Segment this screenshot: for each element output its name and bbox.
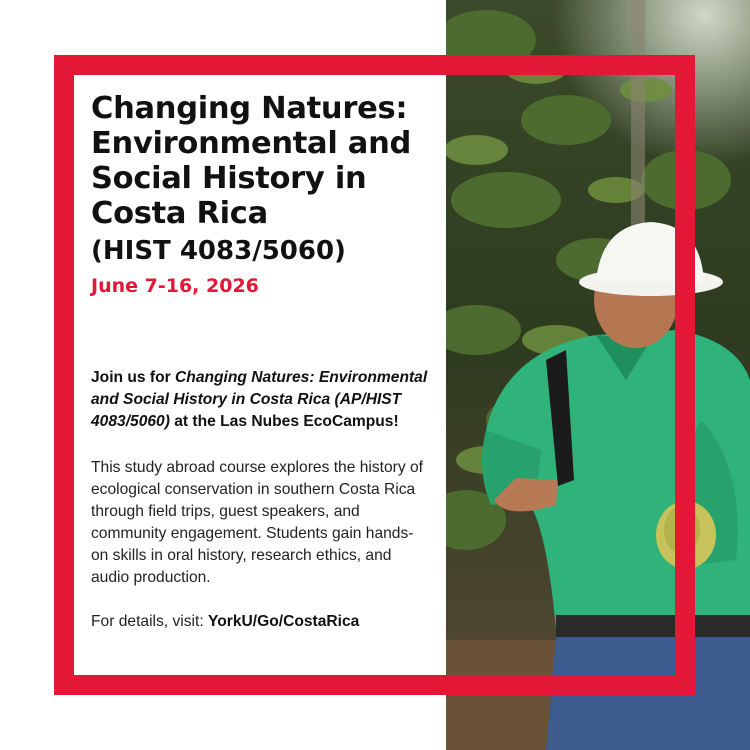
details-label: For details, visit: xyxy=(91,613,208,630)
red-frame-right xyxy=(675,55,695,695)
text-panel xyxy=(74,75,446,675)
description-paragraph: This study abroad course explores the history of ecological conservation in southern Costa Rica through field trips, guest speakers, and community engagement. Students gain hands-on skills in oral history, research ethics, and audio production. xyxy=(91,459,423,586)
man-holding-machete-and-cacao-photo xyxy=(446,0,750,750)
course-code: (HIST 4083/5060) xyxy=(91,236,346,266)
details-line xyxy=(91,611,428,633)
photo-illustration xyxy=(446,0,750,750)
red-frame-bottom xyxy=(54,675,695,695)
course-dates: June 7-16, 2026 xyxy=(91,275,259,297)
page-title: Changing Natures: Environmental and Social History in Costa Rica xyxy=(91,91,412,231)
red-frame-left xyxy=(54,55,74,695)
details-link[interactable]: YorkU/Go/CostaRica xyxy=(207,613,360,630)
intro-course-name: Changing Natures: Environmental and Social History in Costa Rica (AP/HIST 4083/5060) xyxy=(91,369,428,430)
red-frame-top xyxy=(54,55,695,75)
intro-suffix: at the Las Nubes EcoCampus! xyxy=(169,413,399,430)
intro-paragraph xyxy=(91,367,428,433)
intro-prefix: Join us for xyxy=(91,369,176,386)
